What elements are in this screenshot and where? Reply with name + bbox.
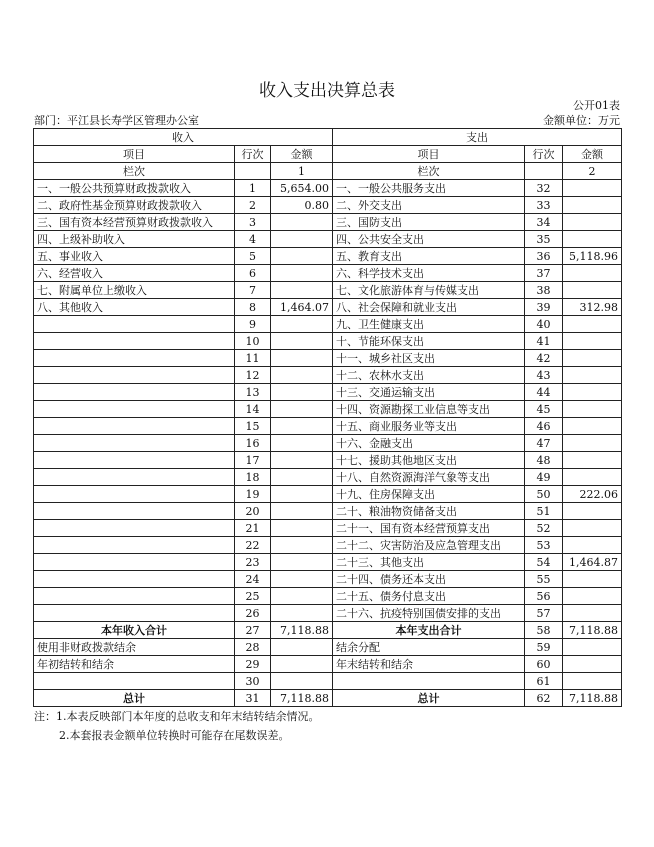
income-row-no: 30 (235, 673, 271, 690)
income-amount (271, 248, 333, 265)
expense-row-no: 59 (525, 639, 563, 656)
col-item: 项目 (34, 146, 235, 163)
expense-amount (563, 537, 622, 554)
expense-item: 三、国防支出 (333, 214, 525, 231)
income-row-no: 18 (235, 469, 271, 486)
table-row (34, 690, 622, 707)
income-amount: 1,464.07 (271, 299, 333, 316)
income-amount (271, 401, 333, 418)
expense-row-no: 51 (525, 503, 563, 520)
income-row-no: 31 (235, 690, 271, 707)
table-row (34, 248, 622, 265)
expense-item: 五、教育支出 (333, 248, 525, 265)
expense-amount (563, 214, 622, 231)
income-amount (271, 605, 333, 622)
expense-amount (563, 452, 622, 469)
expense-item: 一、一般公共服务支出 (333, 180, 525, 197)
expense-row-no: 42 (525, 350, 563, 367)
expense-amount (563, 316, 622, 333)
expense-amount (563, 231, 622, 248)
income-row-no: 28 (235, 639, 271, 656)
income-amount (271, 333, 333, 350)
column-no-1: 1 (271, 163, 333, 180)
expense-row-no: 38 (525, 282, 563, 299)
expense-row-no: 62 (525, 690, 563, 707)
income-item: 本年收入合计 (34, 622, 235, 639)
income-row-no: 15 (235, 418, 271, 435)
table-row (34, 622, 622, 639)
expense-amount (563, 333, 622, 350)
income-row-no: 16 (235, 435, 271, 452)
income-row-no: 17 (235, 452, 271, 469)
expense-row-no: 33 (525, 197, 563, 214)
expense-item: 二十五、债务付息支出 (333, 588, 525, 605)
income-item: 八、其他收入 (34, 299, 235, 316)
form-code: 公开01表 (573, 99, 620, 112)
expense-item: 十三、交通运输支出 (333, 384, 525, 401)
income-item: 七、附属单位上缴收入 (34, 282, 235, 299)
expense-row-no: 53 (525, 537, 563, 554)
income-amount (271, 554, 333, 571)
income-item (34, 673, 235, 690)
table-row (34, 435, 622, 452)
income-item (34, 469, 235, 486)
income-row-no: 5 (235, 248, 271, 265)
income-header: 收入 (34, 129, 333, 146)
expense-item: 十、节能环保支出 (333, 333, 525, 350)
expense-row-no: 54 (525, 554, 563, 571)
income-item: 四、上级补助收入 (34, 231, 235, 248)
income-item: 使用非财政拨款结余 (34, 639, 235, 656)
table-row (34, 503, 622, 520)
table-row (34, 469, 622, 486)
expense-item: 二、外交支出 (333, 197, 525, 214)
expense-item: 十六、金融支出 (333, 435, 525, 452)
income-item (34, 520, 235, 537)
expense-row-no: 49 (525, 469, 563, 486)
expense-row-no: 47 (525, 435, 563, 452)
income-item (34, 401, 235, 418)
income-amount: 5,654.00 (271, 180, 333, 197)
department: 部门：平江县长寿学区管理办公室 (34, 114, 199, 127)
expense-item: 二十四、债务还本支出 (333, 571, 525, 588)
expense-item: 七、文化旅游体育与传媒支出 (333, 282, 525, 299)
income-amount (271, 639, 333, 656)
income-item (34, 605, 235, 622)
expense-amount (563, 384, 622, 401)
income-item (34, 486, 235, 503)
expense-amount (563, 401, 622, 418)
income-amount (271, 520, 333, 537)
expense-item: 十二、农林水支出 (333, 367, 525, 384)
budget-table (33, 128, 622, 707)
income-row-no: 10 (235, 333, 271, 350)
expense-row-no: 41 (525, 333, 563, 350)
page-title: 收入支出决算总表 (259, 81, 395, 101)
expense-amount (563, 367, 622, 384)
income-row-no: 12 (235, 367, 271, 384)
expense-row-no: 45 (525, 401, 563, 418)
income-amount: 7,118.88 (271, 690, 333, 707)
expense-item: 十七、援助其他地区支出 (333, 452, 525, 469)
table-row (34, 231, 622, 248)
expense-item: 八、社会保障和就业支出 (333, 299, 525, 316)
table-row (34, 418, 622, 435)
income-row-no: 8 (235, 299, 271, 316)
col-row-no: 行次 (525, 146, 563, 163)
col-amount: 金额 (271, 146, 333, 163)
table-row (34, 401, 622, 418)
expense-item: 年末结转和结余 (333, 656, 525, 673)
income-amount (271, 418, 333, 435)
expense-amount: 222.06 (563, 486, 622, 503)
expense-item (333, 673, 525, 690)
income-row-no: 24 (235, 571, 271, 588)
income-amount (271, 384, 333, 401)
income-row-no: 7 (235, 282, 271, 299)
expense-row-no: 44 (525, 384, 563, 401)
income-row-no: 19 (235, 486, 271, 503)
income-amount (271, 214, 333, 231)
expense-amount (563, 605, 622, 622)
expense-amount (563, 180, 622, 197)
expense-item: 十四、资源勘探工业信息等支出 (333, 401, 525, 418)
column-no-label: 栏次 (34, 163, 235, 180)
table-row (34, 673, 622, 690)
income-item: 一、一般公共预算财政拨款收入 (34, 180, 235, 197)
income-row-no: 6 (235, 265, 271, 282)
table-row (34, 384, 622, 401)
expense-amount (563, 265, 622, 282)
income-amount (271, 469, 333, 486)
income-amount (271, 452, 333, 469)
expense-amount: 1,464.87 (563, 554, 622, 571)
table-row (34, 605, 622, 622)
expense-row-no: 40 (525, 316, 563, 333)
income-item (34, 384, 235, 401)
expense-amount (563, 503, 622, 520)
expense-amount (563, 435, 622, 452)
income-amount (271, 265, 333, 282)
table-row (34, 180, 622, 197)
income-row-no: 20 (235, 503, 271, 520)
column-no-label: 栏次 (333, 163, 525, 180)
expense-item: 十五、商业服务业等支出 (333, 418, 525, 435)
income-row-no: 27 (235, 622, 271, 639)
expense-amount (563, 639, 622, 656)
table-row (34, 282, 622, 299)
income-amount (271, 588, 333, 605)
col-amount: 金额 (563, 146, 622, 163)
income-row-no: 9 (235, 316, 271, 333)
expense-item: 六、科学技术支出 (333, 265, 525, 282)
empty-cell (235, 163, 271, 180)
income-amount (271, 231, 333, 248)
table-row (34, 316, 622, 333)
income-amount (271, 656, 333, 673)
expense-item: 结余分配 (333, 639, 525, 656)
expense-row-no: 58 (525, 622, 563, 639)
table-row (34, 656, 622, 673)
income-amount (271, 673, 333, 690)
income-item (34, 418, 235, 435)
income-row-no: 22 (235, 537, 271, 554)
income-item (34, 435, 235, 452)
expense-item: 二十、粮油物资储备支出 (333, 503, 525, 520)
expense-row-no: 57 (525, 605, 563, 622)
note-2: 2.本套报表金额单位转换时可能存在尾数误差。 (59, 729, 290, 742)
expense-amount (563, 673, 622, 690)
expense-amount (563, 571, 622, 588)
note-1: 注：1.本表反映部门本年度的总收支和年末结转结余情况。 (34, 710, 320, 723)
expense-amount: 7,118.88 (563, 690, 622, 707)
expense-amount: 5,118.96 (563, 248, 622, 265)
income-row-no: 4 (235, 231, 271, 248)
income-item: 年初结转和结余 (34, 656, 235, 673)
table-row (34, 537, 622, 554)
income-item: 五、事业收入 (34, 248, 235, 265)
expense-item: 二十一、国有资本经营预算支出 (333, 520, 525, 537)
income-item: 三、国有资本经营预算财政拨款收入 (34, 214, 235, 231)
table-row (34, 367, 622, 384)
income-amount (271, 537, 333, 554)
expense-amount: 7,118.88 (563, 622, 622, 639)
expense-amount (563, 197, 622, 214)
expense-row-no: 60 (525, 656, 563, 673)
expense-row-no: 52 (525, 520, 563, 537)
income-item: 总计 (34, 690, 235, 707)
table-row (34, 486, 622, 503)
expense-row-no: 61 (525, 673, 563, 690)
expense-amount (563, 282, 622, 299)
expense-row-no: 39 (525, 299, 563, 316)
table-row (34, 554, 622, 571)
expense-amount (563, 469, 622, 486)
income-item (34, 316, 235, 333)
expense-row-no: 46 (525, 418, 563, 435)
income-row-no: 3 (235, 214, 271, 231)
income-amount (271, 316, 333, 333)
empty-cell (525, 163, 563, 180)
income-row-no: 11 (235, 350, 271, 367)
table-row (34, 452, 622, 469)
income-row-no: 2 (235, 197, 271, 214)
expense-header: 支出 (333, 129, 622, 146)
income-item (34, 350, 235, 367)
table-row (34, 265, 622, 282)
income-item: 六、经营收入 (34, 265, 235, 282)
income-item (34, 367, 235, 384)
expense-item: 二十二、灾害防治及应急管理支出 (333, 537, 525, 554)
table-row (34, 520, 622, 537)
expense-item: 十九、住房保障支出 (333, 486, 525, 503)
income-amount (271, 367, 333, 384)
expense-item: 十一、城乡社区支出 (333, 350, 525, 367)
income-amount (271, 282, 333, 299)
expense-row-no: 37 (525, 265, 563, 282)
col-item: 项目 (333, 146, 525, 163)
income-item (34, 503, 235, 520)
expense-row-no: 55 (525, 571, 563, 588)
income-amount: 7,118.88 (271, 622, 333, 639)
income-row-no: 13 (235, 384, 271, 401)
expense-row-no: 35 (525, 231, 563, 248)
income-item (34, 571, 235, 588)
expense-row-no: 56 (525, 588, 563, 605)
expense-row-no: 43 (525, 367, 563, 384)
column-no-2: 2 (563, 163, 622, 180)
table-row (34, 214, 622, 231)
expense-item: 十八、自然资源海洋气象等支出 (333, 469, 525, 486)
income-row-no: 23 (235, 554, 271, 571)
income-amount (271, 486, 333, 503)
income-amount (271, 350, 333, 367)
col-row-no: 行次 (235, 146, 271, 163)
amount-unit: 金额单位：万元 (543, 114, 620, 127)
expense-item: 总计 (333, 690, 525, 707)
table-row (34, 571, 622, 588)
income-item (34, 554, 235, 571)
income-amount: 0.80 (271, 197, 333, 214)
expense-row-no: 34 (525, 214, 563, 231)
income-row-no: 21 (235, 520, 271, 537)
expense-amount (563, 350, 622, 367)
table-row (34, 350, 622, 367)
expense-amount (563, 418, 622, 435)
income-row-no: 25 (235, 588, 271, 605)
income-amount (271, 435, 333, 452)
income-row-no: 26 (235, 605, 271, 622)
expense-item: 九、卫生健康支出 (333, 316, 525, 333)
expense-row-no: 50 (525, 486, 563, 503)
income-amount (271, 571, 333, 588)
table-row (34, 299, 622, 316)
income-amount (271, 503, 333, 520)
table-row (34, 333, 622, 350)
expense-item: 二十六、抗疫特别国债安排的支出 (333, 605, 525, 622)
expense-amount (563, 656, 622, 673)
expense-amount: 312.98 (563, 299, 622, 316)
income-item (34, 452, 235, 469)
income-item (34, 588, 235, 605)
expense-row-no: 48 (525, 452, 563, 469)
expense-row-no: 32 (525, 180, 563, 197)
income-item (34, 333, 235, 350)
expense-amount (563, 520, 622, 537)
table-row (34, 588, 622, 605)
income-row-no: 14 (235, 401, 271, 418)
income-item: 二、政府性基金预算财政拨款收入 (34, 197, 235, 214)
expense-item: 本年支出合计 (333, 622, 525, 639)
expense-item: 四、公共安全支出 (333, 231, 525, 248)
income-item (34, 537, 235, 554)
expense-item: 二十三、其他支出 (333, 554, 525, 571)
income-row-no: 1 (235, 180, 271, 197)
expense-row-no: 36 (525, 248, 563, 265)
expense-amount (563, 588, 622, 605)
table-row (34, 639, 622, 656)
income-row-no: 29 (235, 656, 271, 673)
table-row (34, 197, 622, 214)
